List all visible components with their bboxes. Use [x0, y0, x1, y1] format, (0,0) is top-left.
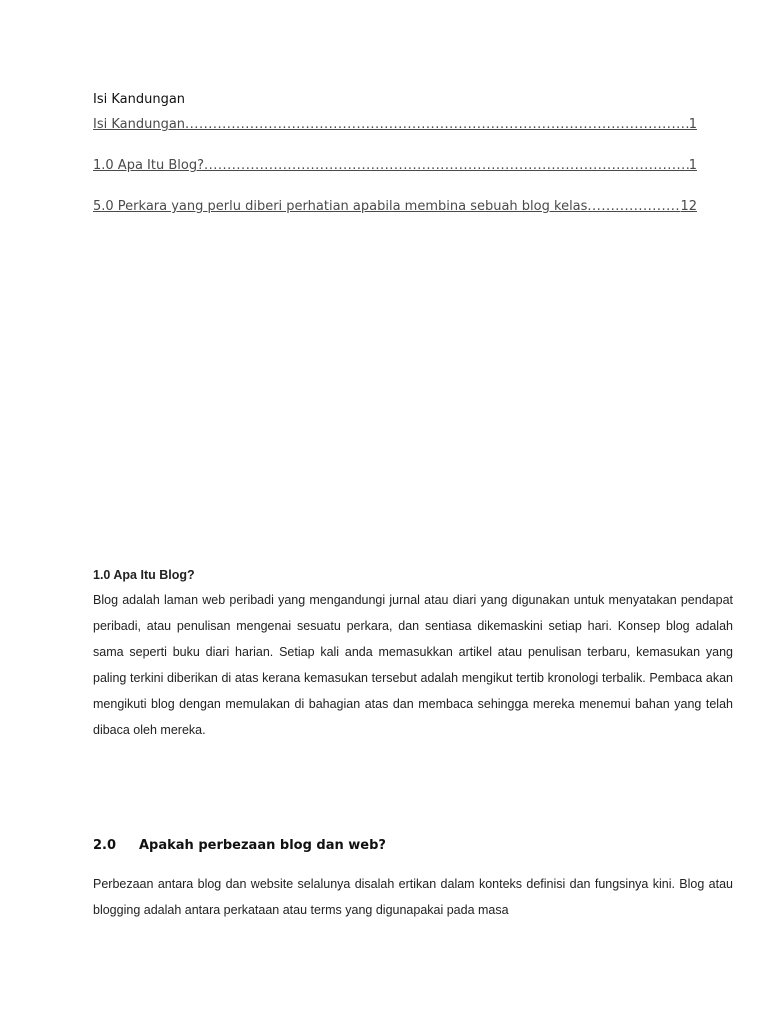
toc-entry-label: 1.0 Apa Itu Blog? — [93, 158, 204, 173]
toc-entry-isi-kandungan[interactable] — [93, 117, 697, 132]
toc-entry-apa-itu-blog[interactable] — [93, 158, 697, 173]
toc-entry-label: Isi Kandungan — [93, 117, 186, 132]
toc-entry-label: 5.0 Perkara yang perlu diberi perhatian apabila membina sebuah blog kelas — [93, 199, 588, 214]
toc-entry-page: 12 — [680, 199, 697, 214]
toc-leader-dots — [587, 199, 680, 214]
toc-leader-dots — [204, 158, 689, 173]
section-2-title — [93, 838, 386, 853]
section-1-paragraph: Blog adalah laman web peribadi yang mengandungi jurnal atau diari yang digunakan untuk menyatakan pendapat peribadi, atau penulisan mengenai sesuatu perkara, dan sentiasa dikemaskini setiap hari. Konsep blog adalah sama seperti buku diari harian. Setiap kali anda memasukkan artikel atau penulisan terbaru, kemasukan yang paling terkini diberikan di atas kerana kemasukan tersebut adalah mengikut tertib kronologi terbalik. Pembaca akan mengikuti blog dengan memulakan di bahagian atas dan membaca sehingga mereka menemui bahan yang telah dibaca oleh mereka. — [93, 593, 733, 737]
section-2-paragraph: Perbezaan antara blog dan website selalunya disalah ertikan dalam konteks definisi dan fungsinya kini. Blog atau blogging adalah antara perkataan atau terms yang digunapakai pada masa — [93, 877, 733, 917]
toc-entry-page: 1 — [688, 117, 697, 132]
toc-leader-dots — [185, 117, 689, 132]
toc-heading: Isi Kandungan — [93, 92, 186, 107]
toc-entry-perkara-blog-kelas[interactable] — [93, 199, 697, 214]
toc-entry-page: 1 — [688, 158, 697, 173]
section-1-title: 1.0 Apa Itu Blog? — [93, 568, 195, 582]
section-2-title-text: Apakah perbezaan blog dan web? — [139, 838, 386, 853]
section-2-number: 2.0 — [93, 838, 117, 853]
